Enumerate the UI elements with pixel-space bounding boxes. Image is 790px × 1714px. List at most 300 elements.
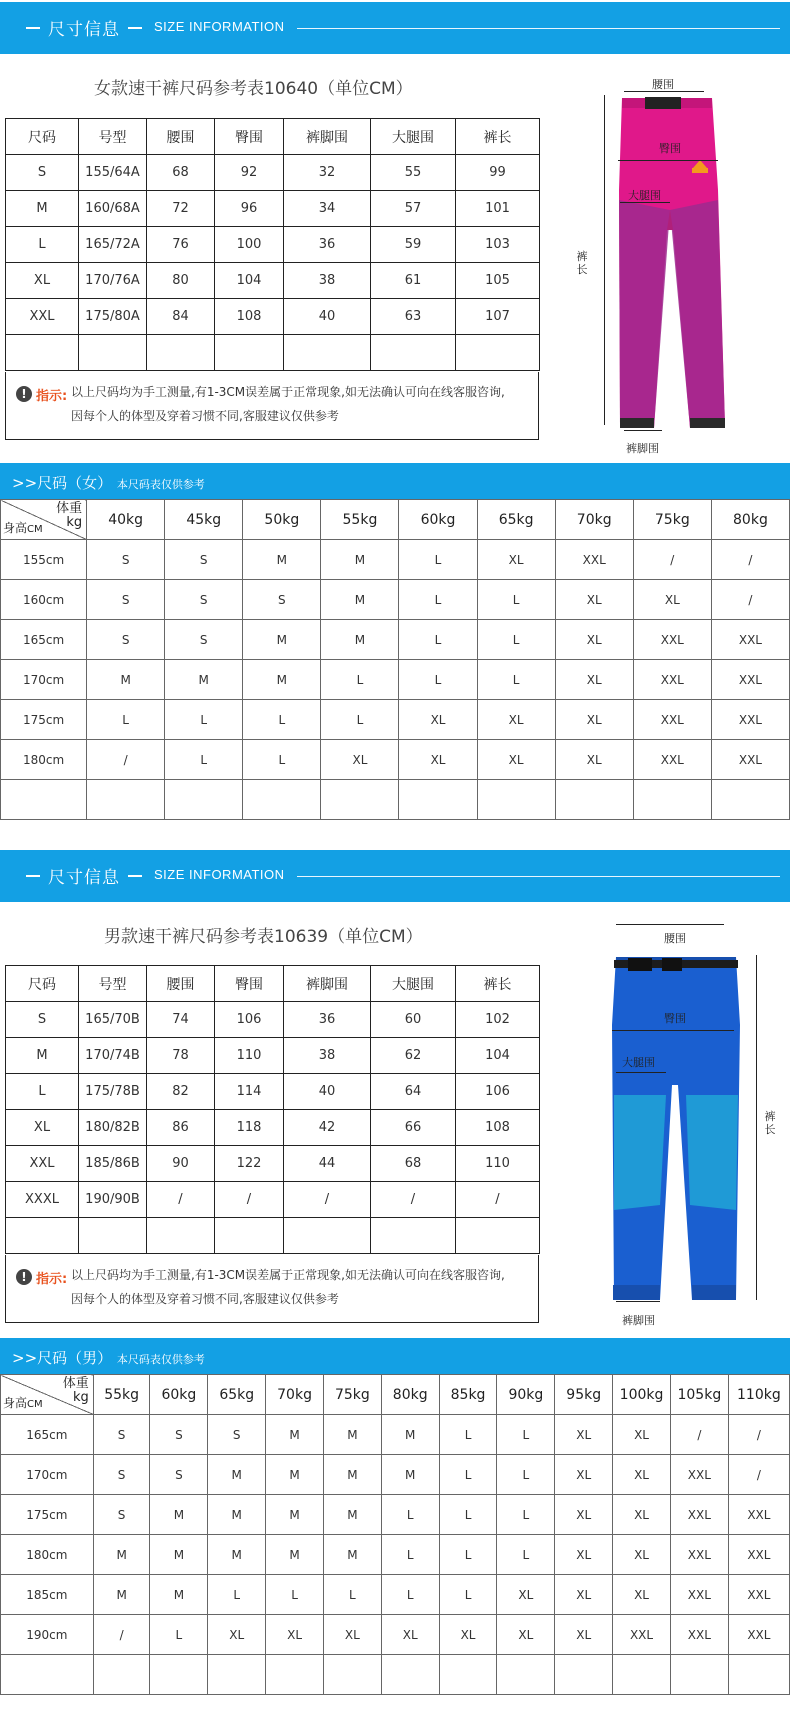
size-cell: XL — [613, 1455, 671, 1495]
height-cell: 190cm — [1, 1615, 94, 1655]
size-cell — [439, 1655, 497, 1695]
size-cell: M — [323, 1455, 381, 1495]
size-cell: XL — [323, 1615, 381, 1655]
size-cell: M — [150, 1495, 208, 1535]
men-size-banner — [0, 850, 790, 902]
size-cell: L — [439, 1455, 497, 1495]
table-cell: 32 — [284, 155, 371, 191]
size-cell: M — [381, 1455, 439, 1495]
table-row — [6, 1218, 540, 1254]
table-row — [6, 1074, 540, 1110]
women-table-title: 女款速干裤尺码参考表10640（单位CM） — [94, 79, 413, 99]
size-cell: L — [165, 700, 243, 740]
weight-header: 75kg — [633, 500, 711, 540]
table-cell: 96 — [215, 191, 284, 227]
banner-dash — [26, 27, 40, 29]
chart-row — [1, 740, 790, 780]
height-cell: 180cm — [1, 740, 87, 780]
table-cell: M — [6, 191, 79, 227]
table-cell: 106 — [215, 1002, 284, 1038]
height-cell: 180cm — [1, 1535, 94, 1575]
size-cell: XXL — [633, 660, 711, 700]
table-cell: 165/70B — [79, 1002, 147, 1038]
size-cell: S — [150, 1455, 208, 1495]
table-cell: 110 — [215, 1038, 284, 1074]
bar-subtitle: 本尺码表仅供参考 — [116, 1353, 205, 1366]
table-cell: 107 — [456, 299, 540, 335]
waist-label: 腰围 — [652, 78, 674, 91]
banner-dash — [128, 875, 142, 877]
size-cell: L — [243, 700, 321, 740]
size-cell: XL — [613, 1535, 671, 1575]
size-cell: L — [399, 580, 477, 620]
table-cell — [456, 335, 540, 371]
size-cell: XL — [555, 1535, 613, 1575]
size-cell: L — [323, 1575, 381, 1615]
exclamation-icon: ! — [16, 386, 32, 402]
table-cell: 84 — [147, 299, 215, 335]
table-row — [6, 1110, 540, 1146]
size-cell — [399, 780, 477, 820]
corner-cm: CM — [27, 1399, 43, 1410]
corner-height-label — [3, 519, 43, 536]
banner-title-cn: 尺寸信息 — [48, 868, 120, 888]
chart-row — [1, 540, 790, 580]
table-cell: 170/76A — [79, 263, 147, 299]
size-cell: XXL — [728, 1575, 789, 1615]
table-row — [6, 227, 540, 263]
table-cell: 72 — [147, 191, 215, 227]
chart-row — [1, 1615, 790, 1655]
chart-row — [1, 1575, 790, 1615]
corner-height-label — [3, 1394, 43, 1411]
size-cell: XL — [439, 1615, 497, 1655]
note-label: 指示: — [36, 389, 68, 404]
table-cell: 36 — [284, 1002, 371, 1038]
men-note — [5, 1255, 539, 1323]
size-cell — [208, 1655, 266, 1695]
table-cell: 103 — [456, 227, 540, 263]
weight-header: 100kg — [613, 1375, 671, 1415]
chart-row — [1, 660, 790, 700]
table-cell: 44 — [284, 1146, 371, 1182]
table-cell — [6, 335, 79, 371]
column-header: 号型 — [79, 966, 147, 1002]
table-cell: 40 — [284, 1074, 371, 1110]
size-cell: S — [93, 1415, 150, 1455]
size-cell: L — [399, 620, 477, 660]
size-cell — [93, 1655, 150, 1695]
corner-height: 身高 — [3, 1396, 28, 1410]
size-cell: M — [243, 620, 321, 660]
size-cell: M — [93, 1535, 150, 1575]
size-cell: XL — [477, 740, 555, 780]
table-row — [6, 1182, 540, 1218]
table-cell — [79, 335, 147, 371]
weight-header: 55kg — [321, 500, 399, 540]
size-cell: S — [87, 540, 165, 580]
table-cell — [371, 335, 456, 371]
table-cell: S — [6, 155, 79, 191]
note-line-1: 以上尺码均为手工测量,有1-3CM误差属于正常现象,如无法确认可向在线客服咨询, — [71, 385, 505, 399]
table-cell — [6, 1218, 79, 1254]
height-cell: 170cm — [1, 660, 87, 700]
size-cell: XXL — [670, 1615, 728, 1655]
table-cell: 42 — [284, 1110, 371, 1146]
size-cell: L — [439, 1535, 497, 1575]
table-header-row — [6, 119, 540, 155]
table-cell: 180/82B — [79, 1110, 147, 1146]
size-cell: S — [93, 1455, 150, 1495]
table-cell: 80 — [147, 263, 215, 299]
size-cell: / — [711, 540, 789, 580]
hem-label: 裤脚围 — [622, 1314, 655, 1327]
table-cell: 100 — [215, 227, 284, 263]
column-header: 臀围 — [215, 966, 284, 1002]
size-cell: XL — [555, 660, 633, 700]
size-cell: XL — [555, 700, 633, 740]
corner-kg: kg — [72, 1390, 89, 1405]
height-cell: 160cm — [1, 580, 87, 620]
size-cell: L — [439, 1495, 497, 1535]
table-cell: 155/64A — [79, 155, 147, 191]
size-cell: XL — [477, 540, 555, 580]
size-cell: M — [165, 660, 243, 700]
size-cell: M — [150, 1575, 208, 1615]
size-cell: XXL — [728, 1615, 789, 1655]
column-header: 大腿围 — [371, 119, 456, 155]
table-cell: 90 — [147, 1146, 215, 1182]
exclamation-icon: ! — [16, 1269, 32, 1285]
table-cell: 185/86B — [79, 1146, 147, 1182]
men-chart-bar — [0, 1338, 790, 1374]
size-cell: L — [399, 540, 477, 580]
size-cell: L — [243, 740, 321, 780]
table-cell: 66 — [371, 1110, 456, 1146]
waist-line — [616, 924, 724, 925]
chart-header-row — [1, 500, 790, 540]
chart-row — [1, 620, 790, 660]
size-cell: XXL — [728, 1535, 789, 1575]
size-cell: M — [266, 1495, 324, 1535]
weight-header: 45kg — [165, 500, 243, 540]
size-cell: XL — [497, 1615, 555, 1655]
weight-header: 105kg — [670, 1375, 728, 1415]
size-cell: XL — [555, 1495, 613, 1535]
table-cell — [284, 335, 371, 371]
hip-line — [618, 160, 718, 161]
banner-title-en: SIZE INFORMATION — [154, 867, 285, 882]
size-cell: M — [266, 1535, 324, 1575]
size-cell: XXL — [711, 740, 789, 780]
table-cell: XL — [6, 263, 79, 299]
table-cell — [215, 1218, 284, 1254]
size-cell: XL — [613, 1495, 671, 1535]
column-header: 大腿围 — [371, 966, 456, 1002]
table-cell: 68 — [147, 155, 215, 191]
table-cell: 76 — [147, 227, 215, 263]
size-cell: L — [477, 580, 555, 620]
hip-label: 臀围 — [664, 1012, 686, 1025]
table-cell: L — [6, 1074, 79, 1110]
weight-header: 85kg — [439, 1375, 497, 1415]
banner-title — [48, 15, 120, 40]
size-cell: XXL — [670, 1455, 728, 1495]
table-cell: / — [147, 1182, 215, 1218]
table-cell: 118 — [215, 1110, 284, 1146]
size-cell: L — [497, 1495, 555, 1535]
table-row — [6, 1146, 540, 1182]
note-label: 指示: — [36, 1272, 68, 1287]
size-cell: XXL — [633, 620, 711, 660]
size-cell: L — [439, 1575, 497, 1615]
note-line-2: 因每个人的体型及穿着习惯不同,客服建议仅供参考 — [71, 409, 339, 423]
size-cell: XL — [555, 740, 633, 780]
length-label: 裤长 — [764, 1110, 776, 1136]
size-cell — [728, 1655, 789, 1695]
column-header: 裤脚围 — [284, 119, 371, 155]
hem-label: 裤脚围 — [626, 442, 659, 455]
table-cell — [284, 1218, 371, 1254]
size-cell: S — [165, 620, 243, 660]
table-cell: 99 — [456, 155, 540, 191]
table-cell: XXXL — [6, 1182, 79, 1218]
size-cell: XL — [555, 1575, 613, 1615]
table-cell: 190/90B — [79, 1182, 147, 1218]
table-cell: 62 — [371, 1038, 456, 1074]
weight-header: 70kg — [266, 1375, 324, 1415]
column-header: 腰围 — [147, 119, 215, 155]
height-cell: 185cm — [1, 1575, 94, 1615]
table-cell: 165/72A — [79, 227, 147, 263]
table-header-row — [6, 966, 540, 1002]
table-cell: 104 — [215, 263, 284, 299]
size-cell: S — [87, 620, 165, 660]
size-cell: S — [93, 1495, 150, 1535]
size-cell: XL — [613, 1415, 671, 1455]
size-cell: L — [321, 660, 399, 700]
table-cell — [79, 1218, 147, 1254]
thigh-line — [616, 1072, 666, 1073]
table-cell: 60 — [371, 1002, 456, 1038]
table-cell — [371, 1218, 456, 1254]
size-cell: XXL — [670, 1495, 728, 1535]
table-cell: / — [371, 1182, 456, 1218]
table-cell: 61 — [371, 263, 456, 299]
table-cell: 36 — [284, 227, 371, 263]
column-header: 裤脚围 — [284, 966, 371, 1002]
women-spec-table — [5, 118, 540, 371]
corner-cell — [1, 1375, 94, 1415]
size-cell: XXL — [670, 1575, 728, 1615]
size-cell — [711, 780, 789, 820]
size-cell: XXL — [711, 620, 789, 660]
table-cell: XXL — [6, 1146, 79, 1182]
size-cell — [321, 780, 399, 820]
size-cell: XL — [321, 740, 399, 780]
weight-header: 70kg — [555, 500, 633, 540]
corner-weight-label — [56, 502, 82, 530]
length-label: 裤长 — [576, 250, 588, 276]
weight-header: 80kg — [711, 500, 789, 540]
size-cell: M — [87, 660, 165, 700]
bar-title — [12, 472, 205, 493]
size-cell: S — [243, 580, 321, 620]
table-cell — [147, 335, 215, 371]
bar-title — [12, 1347, 205, 1368]
corner-weight: 体重 — [62, 1376, 89, 1391]
table-cell: XXL — [6, 299, 79, 335]
chart-row — [1, 1495, 790, 1535]
size-cell — [323, 1655, 381, 1695]
size-cell: M — [208, 1495, 266, 1535]
table-cell: 102 — [456, 1002, 540, 1038]
hip-label: 臀围 — [659, 142, 681, 155]
table-cell: 38 — [284, 263, 371, 299]
table-cell: M — [6, 1038, 79, 1074]
women-note — [5, 372, 539, 440]
table-cell: 78 — [147, 1038, 215, 1074]
height-cell: 165cm — [1, 620, 87, 660]
size-cell: L — [477, 660, 555, 700]
size-cell: XL — [477, 700, 555, 740]
weight-header: 60kg — [150, 1375, 208, 1415]
thigh-label: 大腿围 — [622, 1056, 655, 1069]
table-cell: 105 — [456, 263, 540, 299]
size-cell — [381, 1655, 439, 1695]
table-row — [6, 1038, 540, 1074]
bar-subtitle: 本尺码表仅供参考 — [116, 478, 205, 491]
column-header: 臀围 — [215, 119, 284, 155]
table-cell: 110 — [456, 1146, 540, 1182]
height-cell — [1, 1655, 94, 1695]
size-cell: / — [633, 540, 711, 580]
size-cell — [165, 780, 243, 820]
table-cell: 40 — [284, 299, 371, 335]
table-cell: 92 — [215, 155, 284, 191]
table-row — [6, 299, 540, 335]
size-cell: L — [439, 1415, 497, 1455]
size-cell: XL — [555, 620, 633, 660]
chart-header-row — [1, 1375, 790, 1415]
table-cell: 57 — [371, 191, 456, 227]
size-cell: / — [711, 580, 789, 620]
height-cell: 170cm — [1, 1455, 94, 1495]
table-cell: 114 — [215, 1074, 284, 1110]
table-cell: 64 — [371, 1074, 456, 1110]
column-header: 腰围 — [147, 966, 215, 1002]
corner-kg: kg — [66, 515, 83, 530]
length-line — [604, 95, 605, 425]
chart-row — [1, 1455, 790, 1495]
column-header: 号型 — [79, 119, 147, 155]
size-cell: XL — [555, 1615, 613, 1655]
table-cell: 104 — [456, 1038, 540, 1074]
size-cell: M — [381, 1415, 439, 1455]
size-cell: S — [150, 1415, 208, 1455]
men-pants-image — [600, 945, 770, 1305]
size-cell: XL — [208, 1615, 266, 1655]
hem-line — [624, 430, 662, 431]
table-cell: 108 — [215, 299, 284, 335]
table-cell: 170/74B — [79, 1038, 147, 1074]
size-cell: L — [381, 1575, 439, 1615]
banner-title-en: SIZE INFORMATION — [154, 19, 285, 34]
table-row — [6, 191, 540, 227]
size-cell: XXL — [613, 1615, 671, 1655]
size-cell: XXL — [711, 700, 789, 740]
size-cell — [497, 1655, 555, 1695]
size-cell: L — [381, 1495, 439, 1535]
size-cell: XL — [633, 580, 711, 620]
size-cell — [243, 780, 321, 820]
size-cell — [555, 1655, 613, 1695]
size-cell: L — [87, 700, 165, 740]
table-cell: 59 — [371, 227, 456, 263]
size-cell: / — [728, 1455, 789, 1495]
table-row — [6, 335, 540, 371]
size-cell: M — [266, 1415, 324, 1455]
size-cell: XXL — [711, 660, 789, 700]
size-cell: L — [321, 700, 399, 740]
women-chart-bar — [0, 463, 790, 499]
size-cell: XXL — [633, 740, 711, 780]
table-cell — [215, 335, 284, 371]
corner-height: 身高 — [3, 521, 28, 535]
size-cell: XL — [399, 740, 477, 780]
table-cell: 55 — [371, 155, 456, 191]
size-cell: / — [728, 1415, 789, 1455]
size-cell: XL — [381, 1615, 439, 1655]
size-cell: S — [208, 1415, 266, 1455]
men-table-title: 男款速干裤尺码参考表10639（单位CM） — [104, 927, 423, 947]
table-cell — [147, 1218, 215, 1254]
note-line-2: 因每个人的体型及穿着习惯不同,客服建议仅供参考 — [71, 1292, 339, 1306]
banner-dash — [128, 27, 142, 29]
size-cell: M — [93, 1575, 150, 1615]
height-cell: 175cm — [1, 1495, 94, 1535]
size-cell: / — [670, 1415, 728, 1455]
size-cell: XL — [266, 1615, 324, 1655]
size-cell: L — [208, 1575, 266, 1615]
height-cell: 165cm — [1, 1415, 94, 1455]
table-cell: L — [6, 227, 79, 263]
waist-label: 腰围 — [664, 932, 686, 945]
thigh-label: 大腿围 — [628, 189, 661, 202]
length-line — [756, 955, 757, 1300]
size-cell: XL — [399, 700, 477, 740]
table-cell: 175/80A — [79, 299, 147, 335]
table-cell: 160/68A — [79, 191, 147, 227]
corner-cell — [1, 500, 87, 540]
size-cell: L — [150, 1615, 208, 1655]
table-row — [6, 1002, 540, 1038]
table-cell: 86 — [147, 1110, 215, 1146]
size-cell: XL — [497, 1575, 555, 1615]
column-header: 尺码 — [6, 966, 79, 1002]
size-cell — [670, 1655, 728, 1695]
size-cell: M — [243, 660, 321, 700]
table-cell: XL — [6, 1110, 79, 1146]
size-cell: S — [87, 580, 165, 620]
size-cell: XL — [555, 1415, 613, 1455]
size-cell — [87, 780, 165, 820]
table-cell: 122 — [215, 1146, 284, 1182]
table-cell: 38 — [284, 1038, 371, 1074]
size-cell: L — [399, 660, 477, 700]
banner-rule — [297, 876, 780, 877]
table-cell: 74 — [147, 1002, 215, 1038]
